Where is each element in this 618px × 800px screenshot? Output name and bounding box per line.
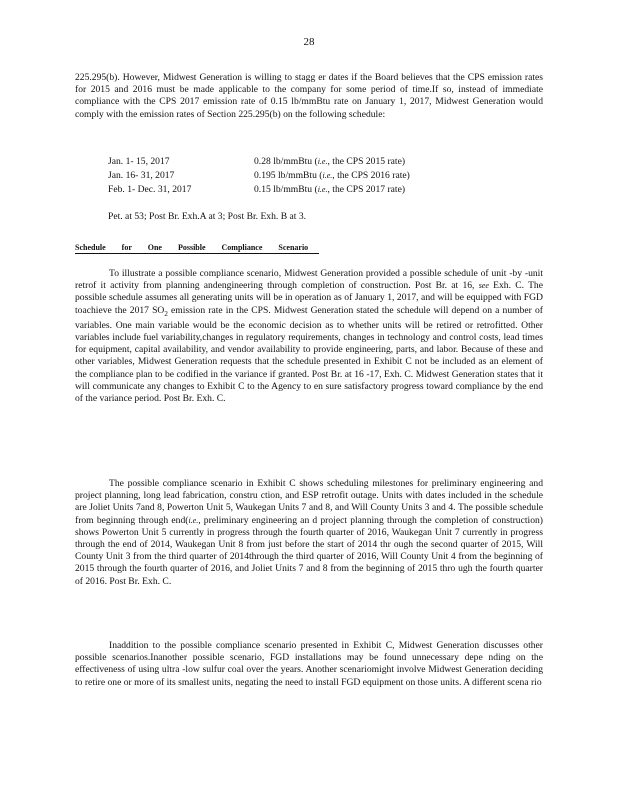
schedule-row — [108, 184, 508, 196]
paragraph-other-scenarios: Inaddition to the possible compliance scenario presented in Exhibit C, Midwest Generation discusses other possible scenarios.Inanother possible scenario, FGD installations may be found unnecessary depe nding on the effectiveness of using ultra -low sulfur coal over the years. Another scenariomight involve Midwest Generation deciding to retire one or more of its smallest units, negating the need to install FGD equipment on those units. A different scena rio — [75, 640, 543, 688]
schedule-row — [108, 170, 508, 182]
schedule-dates: Feb. 1- Dec. 31, 2017 — [108, 184, 192, 195]
schedule-row — [108, 156, 508, 168]
section-heading: Schedule for One Possible Compliance Scenario — [75, 243, 319, 254]
paragraph-compliance-scenario: To illustrate a possible compliance scenario, Midwest Generation provided a possible schedule of unit -by -unit retrof it activity from planning andengineering through completion of construction. Post Br. at 16, see Exh. C. The possible schedule assumes all generating units will be in operation as of January 1, 2017, and will be equipped with FGD toachieve the 2017 $SO_2$ emission rate in the CPS. Midwest Generation stated the schedule will depend on a number of variables. One main variable would be the economic decision as to whether units will be retired or retrofitted. Other variables include fuel variability,changes in regulatory requirements, changes in technology and control costs, lead times for equipment, capital availability, and vendor availability to provide engineering, parts, and labor. Because of these and other variables, Midwest Generation requests that the schedule presented in Exhibit C not be included as an element of the compliance plan to be codified in the variance if granted. Post Br. at 16 -17, Exh. C. Midwest Generation states that it will communicate any changes to Exhibit C to the Agency to en sure satisfactory progress toward compliance by the end of the variance period. Post Br. Exh. C. — [75, 268, 543, 404]
schedule-rate: 0.28 lb/mmBtu (i.e., the CPS 2015 rate) — [254, 156, 406, 167]
schedule-rate: 0.15 lb/mmBtu (i.e., the CPS 2017 rate) — [254, 184, 406, 195]
paragraph-exhibit-c: The possible compliance scenario in Exhibit C shows scheduling milestones for preliminary engineering and project planning, long lead fabrication, constru ction, and ESP retrofit outage. Units with dates included in the schedule are Joliet Units 7and 8, Powerton Unit 5, Waukegan Units 7 and 8, and Will County Units 3 and 4. The possible schedule from beginning through end(i.e., preliminary engineering an d project planning through the completion of construction) shows Powerton Unit 5 currently in progress through the fourth quarter of 2016, Waukegan Unit 7 currently in progress through the end of 2014, Waukegan Unit 8 from just before the start of 2014 thr ough the second quarter of 2015, Will County Unit 3 from the third quarter of 2014through the third quarter of 2016, Will County Unit 4 from the beginning of 2015 through the fourth quarter of 2016, and Joliet Units 7 and 8 from the beginning of 2015 thro ugh the fourth quarter of 2016. Post Br. Exh. C. — [75, 478, 543, 587]
schedule-rate: 0.195 lb/mmBtu (i.e., the CPS 2016 rate) — [254, 170, 410, 181]
schedule-dates: Jan. 16- 31, 2017 — [108, 170, 175, 181]
intro-paragraph: 225.295(b). However, Midwest Generation is willing to stagg er dates if the Board believes that the CPS emission rates for 2015 and 2016 must be made applicable to the company for some period of time.If so, instead of immediate compliance with the CPS 2017 emission rate of 0.15 lb/mmBtu rate on January 1, 2017, Midwest Generation would comply with the emission rates of Section 225.295(b) on the following schedule: — [75, 72, 543, 120]
schedule-dates: Jan. 1- 15, 2017 — [108, 156, 170, 167]
citation: Pet. at 53; Post Br. Exh.A at 3; Post Br. Exh. B at 3. — [108, 211, 307, 222]
page-number: 28 — [303, 36, 315, 48]
